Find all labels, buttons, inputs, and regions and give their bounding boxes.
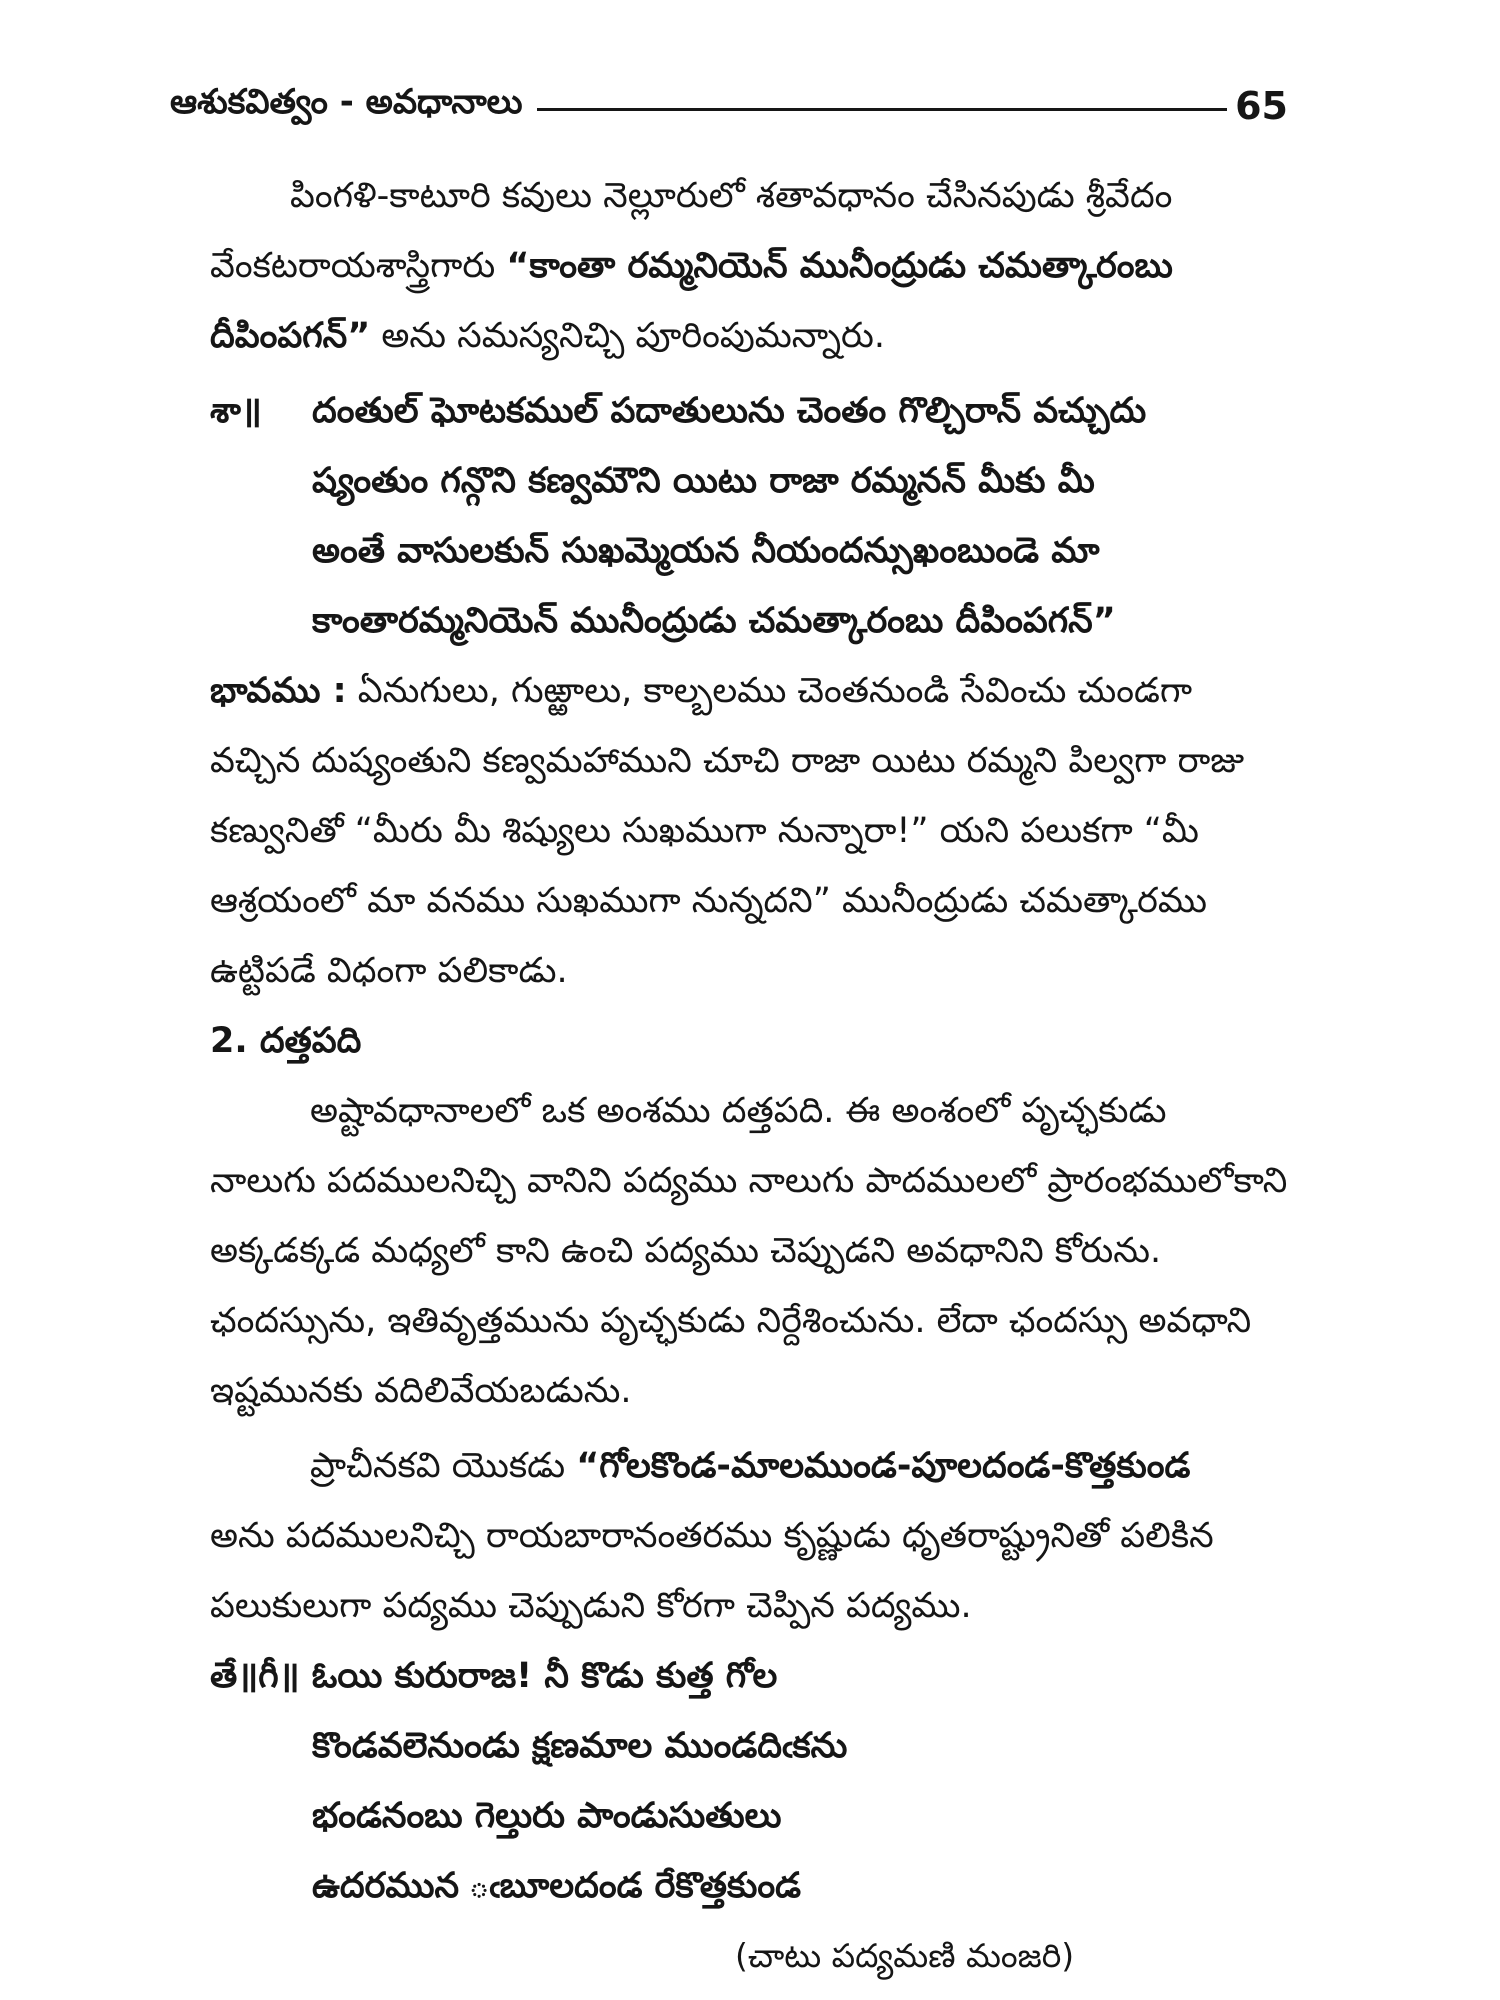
poem1-line-4: కాంతారమ్మనియెన్ మునీంద్రుడు చమత్కారంబు దీపింపగన్” xyxy=(312,601,1116,641)
meaning-line-2: వచ్చిన దుష్యంతుని కణ్వమహాముని చూచి రాజా యిటు రమ్మని పిల్వగా రాజు xyxy=(210,741,1245,781)
poem1-line-1: దంతుల్ ఘోటకముల్ పదాతులును చెంతం గొల్చిరాన్ వచ్చుదు xyxy=(312,391,1147,431)
meaning-line-3: కణ్వునితో “మీరు మీ శిష్యులు సుఖముగా నున్నారా!” యని పలుకగా “మీ xyxy=(210,811,1199,851)
poem2-line-1 xyxy=(210,1650,777,1702)
problem-quote-end: దీపింపగన్” xyxy=(210,316,371,356)
section2-para1-line-2: నాలుగు పదములనిచ్చి వానిని పద్యము నాలుగు పాదములలో ప్రారంభములోకాని xyxy=(210,1161,1288,1201)
section2-para2-line-1 xyxy=(310,1440,1190,1492)
section2-para1-line-4: ఛందస్సును, ఇతివృత్తమును పృచ్ఛకుడు నిర్దేశించును. లేదా ఛందస్సు అవధాని xyxy=(210,1301,1252,1341)
poem1-line-3: అంతే వాసులకున్ సుఖమ్మెయన నీయందన్సుఖంబుండె మా xyxy=(312,531,1100,571)
problem-quote-start: “కాంతా రమ్మనియెన్ మునీంద్రుడు చమత్కారంబు xyxy=(506,246,1173,286)
chapter-title: ఆశుకవిత్వం - అవధానాలు xyxy=(170,82,523,122)
poem2-line-2: కొండవలెనుండు క్షణమాల ముండదిఁకను xyxy=(312,1726,848,1766)
poem2-first-line: ఓయి కురురాజ! నీ కొడు కుత్త గోల xyxy=(299,1656,778,1696)
intro-line-3-text: అను సమస్యనిచ్చి పూరింపుమన్నారు. xyxy=(370,316,885,356)
poem1-meter-label: శా॥ xyxy=(210,391,262,431)
intro-line-2-text: వేంకటరాయశాస్త్రిగారు xyxy=(210,246,507,286)
intro-line-3 xyxy=(210,310,885,362)
section-heading: 2. దత్తపది xyxy=(210,1021,362,1061)
meaning-line-4: ఆశ్రయంలో మా వనము సుఖముగా నున్నదని” మునీంద్రుడు చమత్కారము xyxy=(210,881,1207,921)
header-rule xyxy=(537,108,1228,111)
meaning-line-1-text: ఏనుగులు, గుఱ్ఱాలు, కాల్బలము చెంతనుండి సేవించు చుండగా xyxy=(346,671,1193,711)
section2-para1-line-5: ఇష్టమునకు వదిలివేయబడును. xyxy=(210,1371,632,1411)
meaning-line-1 xyxy=(210,665,1192,717)
intro-line-2 xyxy=(210,240,1173,292)
given-words-quote: “గోలకొండ-మాలముండ-పూలదండ-కొత్తకుండ xyxy=(576,1446,1191,1486)
section2-para1-line-3: అక్కడక్కడ మధ్యలో కాని ఉంచి పద్యము చెప్పుడని అవధానిని కోరును. xyxy=(210,1231,1162,1271)
section2-para2-line-2: అను పదములనిచ్చి రాయబారానంతరము కృష్ణుడు ధృతరాష్ట్రునితో పలికిన xyxy=(210,1516,1214,1556)
section2-para2-line-1-text: ప్రాచీనకవి యొకడు xyxy=(310,1446,577,1486)
poem2-line-3: భండనంబు గెల్తురు పాండుసుతులు xyxy=(312,1796,782,1836)
page-number: 65 xyxy=(1235,84,1288,128)
meaning-line-5: ఉట్టిపడే విధంగా పలికాడు. xyxy=(210,951,568,991)
section2-para1-line-1: అష్టావధానాలలో ఒక అంశము దత్తపది. ఈ అంశంలో పృచ్ఛకుడు xyxy=(310,1091,1167,1131)
section2-para2-line-3: పలుకులుగా పద్యము చెప్పుడుని కోరగా చెప్పిన పద్యము. xyxy=(210,1586,972,1626)
intro-line-1: పింగళి-కాటూరి కవులు నెల్లూరులో శతావధానం చేసినపుడు శ్రీవేదం xyxy=(290,176,1173,216)
poem2-line-4: ఉదరమున ఁబూలదండ రేకొత్తకుండ xyxy=(312,1866,801,1906)
poem1-line-2: ష్యంతుం గన్గొని కణ్వమౌని యిటు రాజా రమ్మనన్ మీకు మీ xyxy=(312,461,1095,501)
poem2-meter-label: తే॥గీ॥ xyxy=(210,1656,300,1696)
source-credit: (చాటు పద్యమణి మంజరి) xyxy=(735,1936,1075,1975)
running-header xyxy=(170,78,1288,134)
meaning-label: భావము : xyxy=(210,671,347,711)
